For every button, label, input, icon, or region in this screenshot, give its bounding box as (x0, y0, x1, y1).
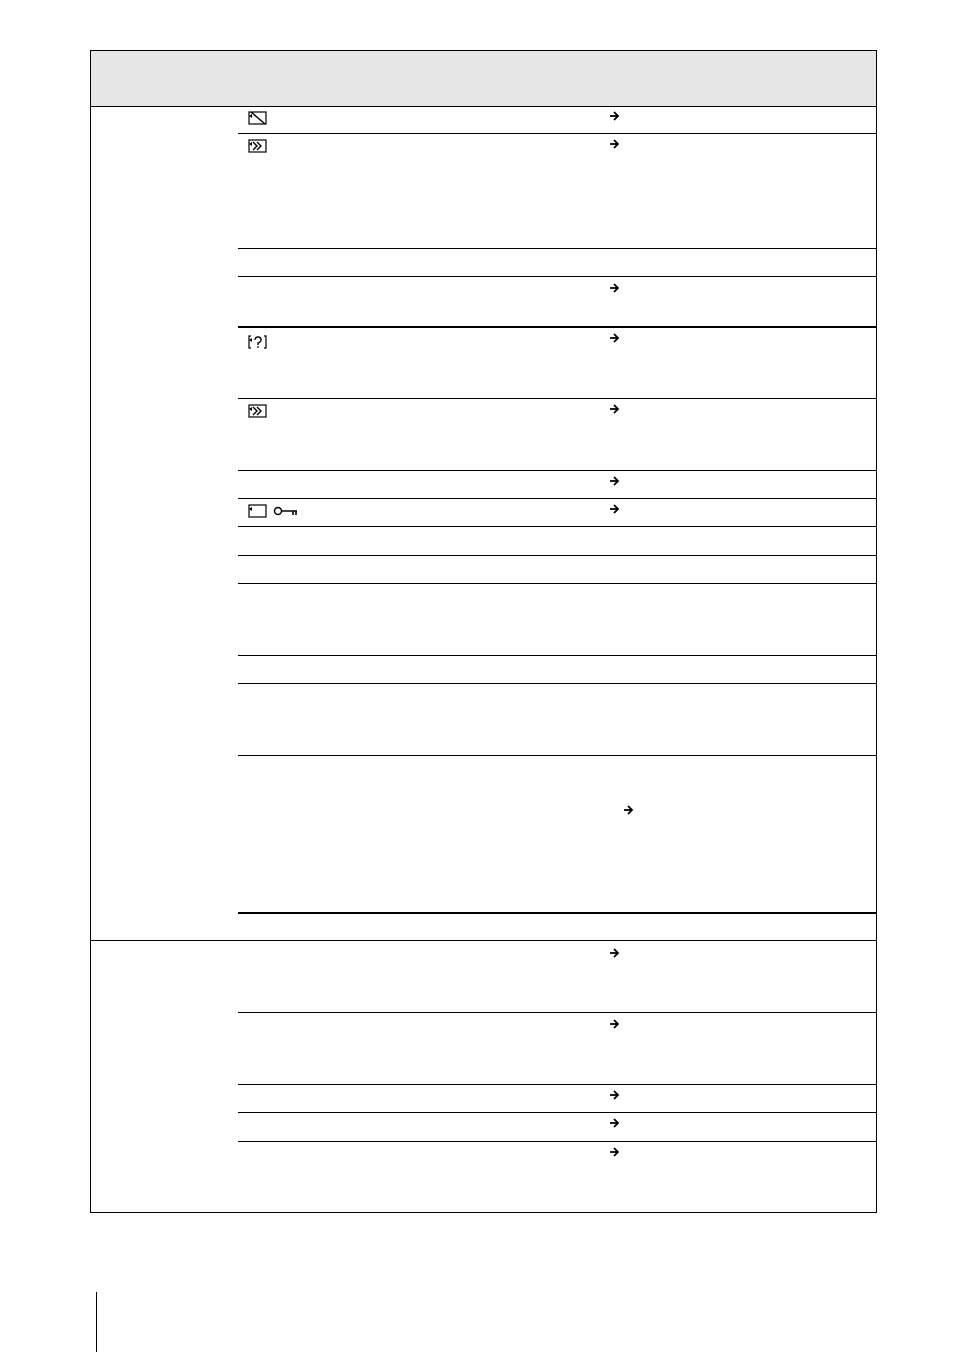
row-divider (238, 498, 876, 499)
row-divider (238, 326, 876, 328)
page-margin-bar (96, 1292, 97, 1352)
right-arrow-icon (609, 947, 621, 959)
memory-card-eject-icon (247, 110, 269, 126)
right-arrow-icon (609, 110, 621, 122)
right-arrow-icon (609, 282, 621, 294)
right-arrow-icon (623, 804, 635, 816)
row-divider (238, 470, 876, 471)
troubleshooting-table (90, 50, 877, 1213)
right-arrow-icon (609, 1018, 621, 1030)
right-arrow-icon (609, 332, 621, 344)
memory-card-locked-icon (247, 503, 269, 519)
memory-card-unknown-icon (247, 334, 269, 350)
row-divider (238, 276, 876, 277)
row-divider (238, 133, 876, 134)
row-divider (238, 655, 876, 656)
row-divider (238, 1084, 876, 1085)
right-arrow-icon (609, 403, 621, 415)
row-divider (238, 248, 876, 249)
memory-card-swap-icon (247, 138, 269, 154)
right-arrow-icon (609, 138, 621, 150)
row-divider (238, 398, 876, 399)
memory-card-swap-icon (247, 403, 269, 419)
right-arrow-icon (609, 1146, 621, 1158)
row-divider (238, 683, 876, 684)
right-arrow-icon (609, 1089, 621, 1101)
right-arrow-icon (609, 503, 621, 515)
row-divider (238, 755, 876, 756)
group-divider (91, 940, 876, 941)
key-icon (273, 504, 299, 520)
row-divider (238, 912, 876, 914)
row-divider (238, 1141, 876, 1142)
table-header-row (91, 51, 876, 107)
right-arrow-icon (609, 475, 621, 487)
right-arrow-icon (609, 1117, 621, 1129)
row-divider (238, 526, 876, 527)
row-divider (238, 1012, 876, 1013)
row-divider (238, 1112, 876, 1113)
row-divider (238, 583, 876, 584)
row-divider (238, 555, 876, 556)
